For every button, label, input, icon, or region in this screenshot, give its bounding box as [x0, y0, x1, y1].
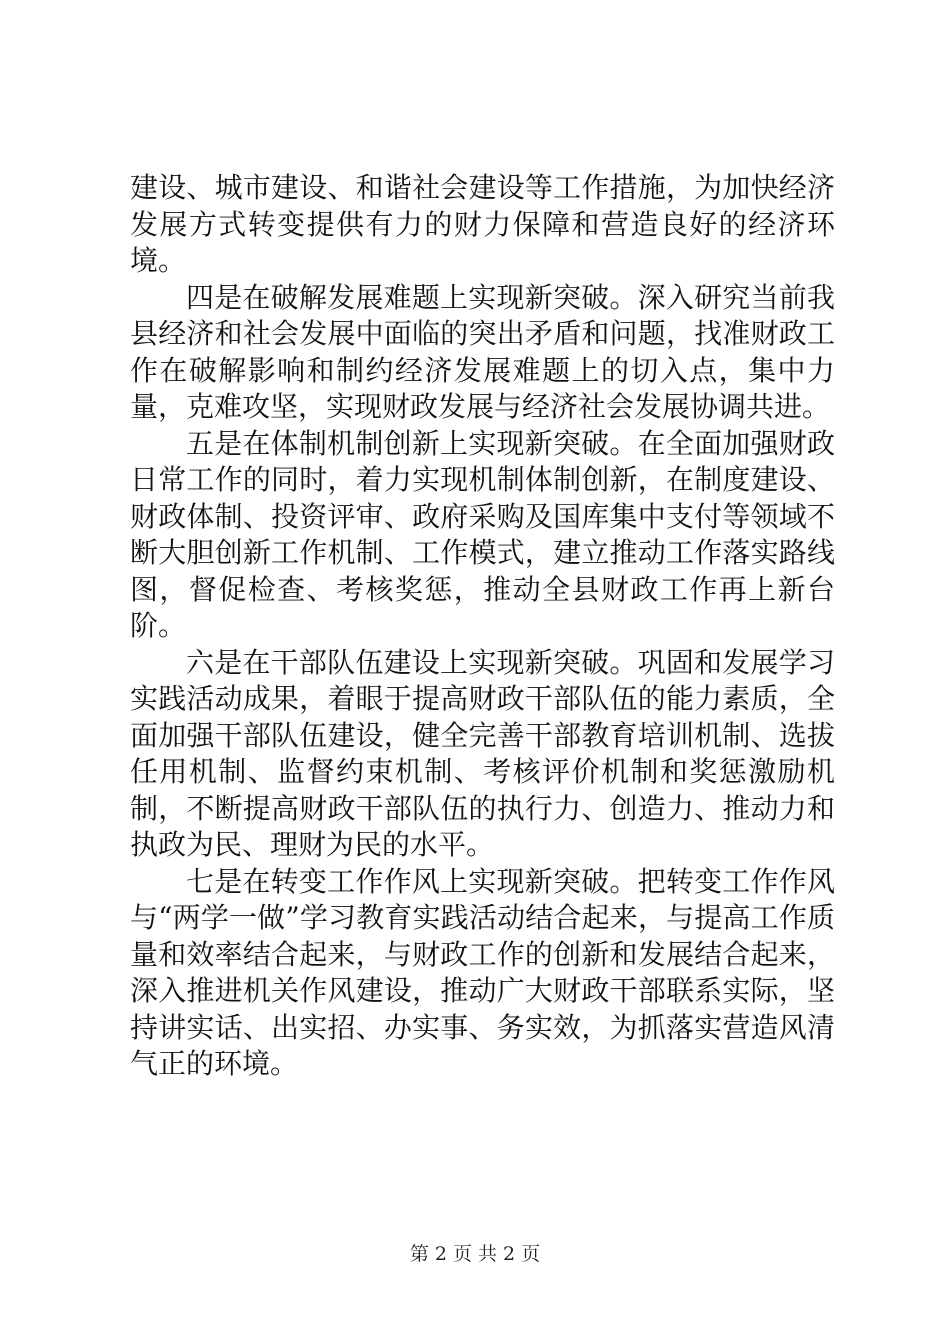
paragraph-continuation: 建设、城市建设、和谐社会建设等工作措施，为加快经济发展方式转变提供有力的财力保障和营造良好的经济环境。 — [130, 171, 835, 277]
paragraph-item-six: 六是在干部队伍建设上实现新突破。巩固和发展学习实践活动成果，着眼于提高财政干部队伍的能力素质，全面加强干部队伍建设，健全完善干部教育培训机制、选拔任用机制、监督约束机制、考核评价机制和奖惩激励机制，不断提高财政干部队伍的执行力、创造力、推动力和执政为民、理财为民的水平。 — [130, 645, 835, 861]
paragraph-item-seven: 七是在转变工作作风上实现新突破。把转变工作作风与“两学一做”学习教育实践活动结合起来，与提高工作质量和效率结合起来，与财政工作的创新和发展结合起来，深入推进机关作风建设，推动广大财政干部联系实际，坚持讲实话、出实招、办实事、务实效，为抓落实营造风清气正的环境。 — [130, 864, 835, 1080]
page-number-footer: 第 2 页 共 2 页 — [409, 1243, 541, 1265]
document-body — [130, 170, 835, 1083]
paragraph-item-five: 五是在体制机制创新上实现新突破。在全面加强财政日常工作的同时，着力实现机制体制创新，在制度建设、财政体制、投资评审、政府采购及国库集中支付等领域不断大胆创新工作机制、工作模式，建立推动工作落实路线图，督促检查、考核奖惩，推动全县财政工作再上新台阶。 — [130, 426, 835, 642]
paragraph-item-four: 四是在破解发展难题上实现新突破。深入研究当前我县经济和社会发展中面临的突出矛盾和问题，找准财政工作在破解影响和制约经济发展难题上的切入点，集中力量，克难攻坚，实现财政发展与经济社会发展协调共进。 — [130, 280, 835, 423]
